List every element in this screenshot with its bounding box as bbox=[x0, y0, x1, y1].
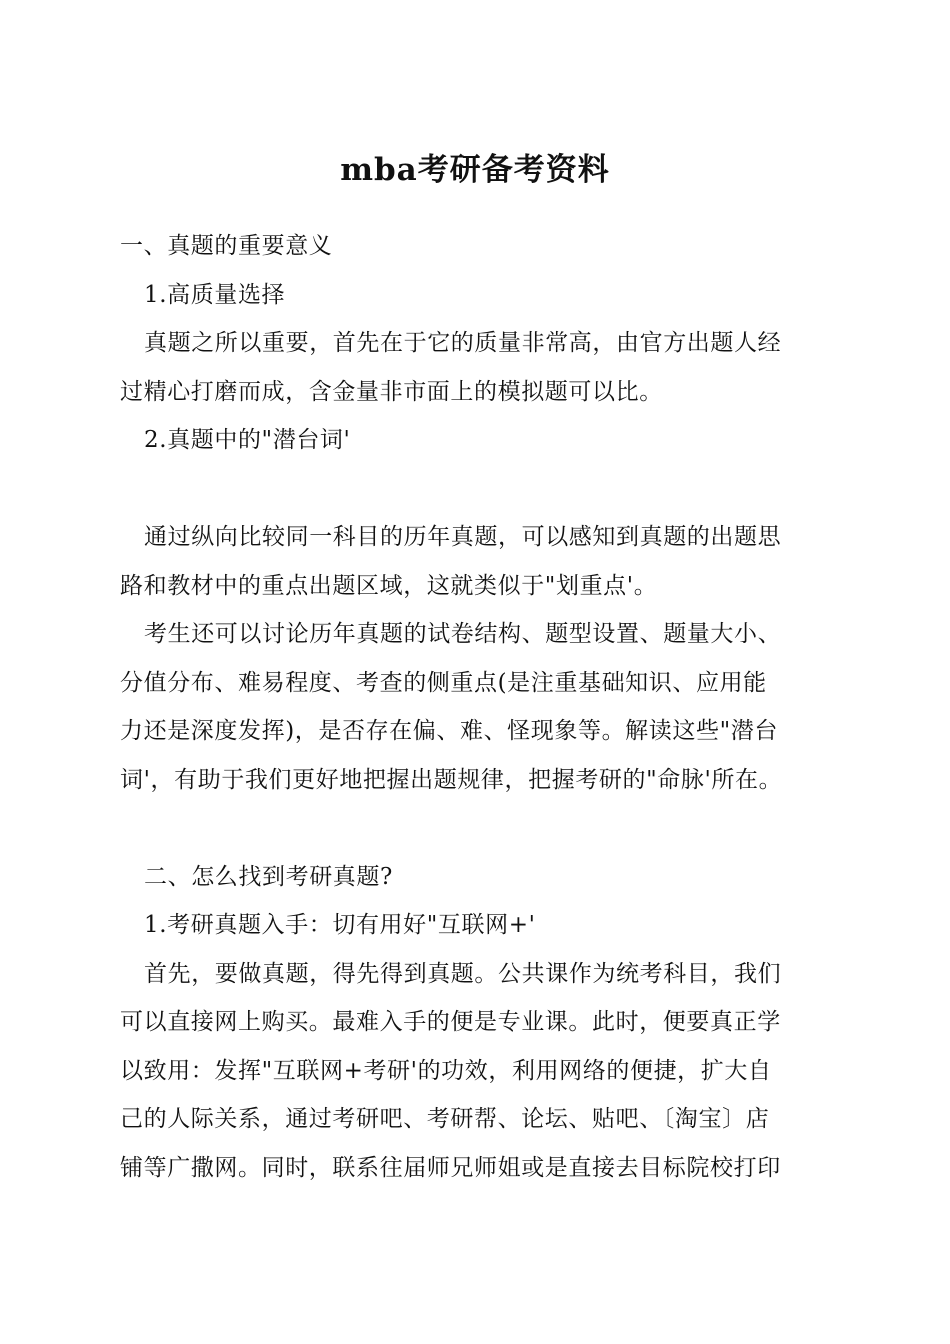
document-body bbox=[120, 222, 836, 1192]
paragraph-line: 铺等广撒网。同时，联系往届师兄师姐或是直接去目标院校打印 bbox=[120, 1154, 781, 1181]
paragraph-line: 己的人际关系，通过考研吧、考研帮、论坛、贴吧、〔淘宝〕店 bbox=[120, 1106, 770, 1132]
subsection-heading: 2.真题中的"潜台词' bbox=[144, 427, 351, 453]
paragraph-line: 过精心打磨而成，含金量非市面上的模拟题可以比。 bbox=[120, 378, 663, 405]
paragraph-line: 真题之所以重要，首先在于它的质量非常高，由官方出题人经 bbox=[144, 330, 782, 356]
subsection-heading: 1.高质量选择 bbox=[144, 281, 286, 308]
section-heading: 一、真题的重要意义 bbox=[120, 233, 333, 259]
paragraph-line: 可以直接网上购买。最难入手的便是专业课。此时，便要真正学 bbox=[120, 1009, 781, 1035]
paragraph-line: 以致用：发挥"互联网+考研'的功效，利用网络的便捷，扩大自 bbox=[120, 1057, 772, 1084]
blank-line bbox=[120, 804, 836, 853]
document-title: mba考研备考资料 bbox=[340, 152, 610, 188]
paragraph-line: 路和教材中的重点出题区域，这就类似于"划重点'。 bbox=[120, 572, 658, 599]
blank-line bbox=[120, 465, 836, 514]
paragraph-line: 分值分布、难易程度、考查的侧重点(是注重基础知识、应用能 bbox=[120, 669, 767, 696]
subsection-heading: 1.考研真题入手：切有用好"互联网+' bbox=[144, 912, 536, 938]
section-heading: 二、怎么找到考研真题? bbox=[144, 863, 393, 890]
paragraph-line: 考生还可以讨论历年真题的试卷结构、题型设置、题量大小、 bbox=[144, 621, 782, 647]
paragraph-line: 力还是深度发挥)，是否存在偏、难、怪现象等。解读这些"潜台 bbox=[120, 718, 778, 744]
paragraph-line: 通过纵向比较同一科目的历年真题，可以感知到真题的出题思 bbox=[144, 524, 782, 550]
paragraph-line: 词'，有助于我们更好地把握出题规律，把握考研的"命脉'所在。 bbox=[120, 766, 783, 793]
paragraph-line: 首先，要做真题，得先得到真题。公共课作为统考科目，我们 bbox=[144, 960, 782, 987]
